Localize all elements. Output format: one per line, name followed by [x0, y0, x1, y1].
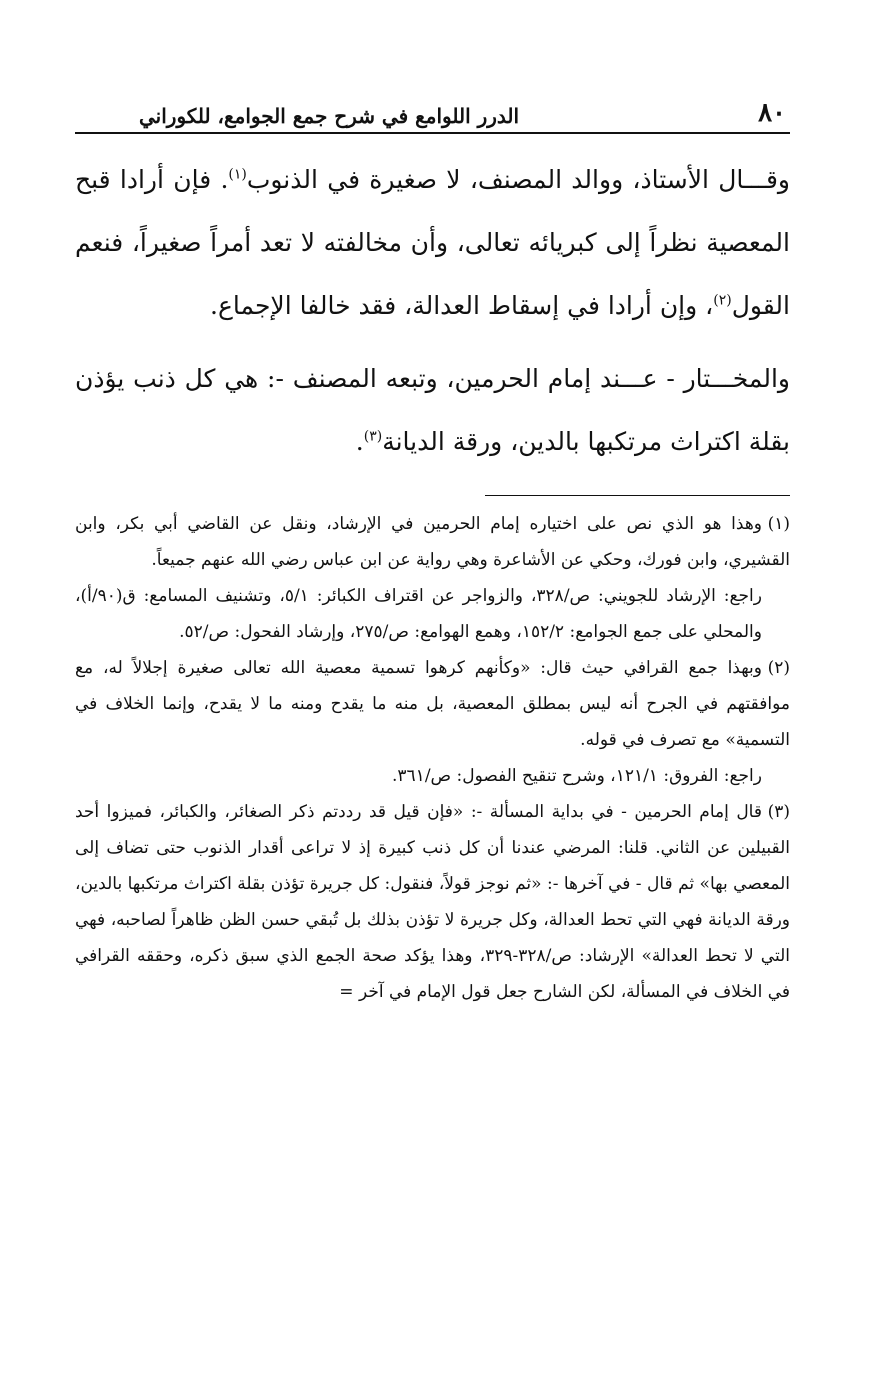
footnote-number: (١) — [767, 514, 790, 534]
footnote-divider — [485, 495, 790, 496]
running-title: الدرر اللوامع في شرح جمع الجوامع، للكوراني — [139, 104, 520, 128]
paragraph-2-text-b: . — [355, 427, 364, 456]
footnote-references: راجع: الإرشاد للجويني: ص/٣٢٨، والزواجر عن اقتراف الكبائر: ٥/١، وتشنيف المسامع: ق(٩٠/أ)، والمحلي على جمع الجوامع: ١٥٢/٢، وهمع الهوامع: ص/٢٧٥، وإرشاد الفحول: ص/٥٢. — [75, 586, 762, 642]
paragraph-2 — [75, 347, 790, 473]
paragraph-1-text-a: وقـــال الأستاذ، ووالد المصنف، لا صغيرة في الذنوب — [246, 165, 790, 194]
footnote-text: وبهذا جمع القرافي حيث قال: «وكأنهم كرهوا تسمية معصية الله تعالى صغيرة إجلالاً له، مع موافقتهم في الجرح أنه ليس بمطلق المعصية، بل منه ما يقدح ومنه ما لا يقدح، وإنما الخلاف في التسمية» مع تصرف في قوله. — [75, 658, 790, 750]
footnote-text: وهذا هو الذي نص على اختياره إمام الحرمين في الإرشاد، ونقل عن القاضي أبي بكر، وابن القشيري، وابن فورك، وحكي عن الأشاعرة وهي رواية عن ابن عباس رضي الله عنهم جميعاً. — [75, 514, 790, 570]
footnote-number: (٢) — [767, 658, 790, 678]
paragraph-2-text-a: والمخـــتار - عـــند إمام الحرمين، وتبعه المصنف -: هي كل ذنب يؤذن بقلة اكتراث مرتكبها بالدين، ورقة الديانة — [75, 364, 790, 456]
footnote-ref-1[interactable]: (١) — [228, 166, 247, 183]
footnote-3 — [75, 794, 790, 1010]
footnote-references: راجع: الفروق: ١٢١/١، وشرح تنقيح الفصول: ص/٣٦١. — [392, 766, 762, 786]
footnote-ref-2[interactable]: (٢) — [713, 292, 732, 309]
page-header — [75, 96, 790, 134]
paragraph-1-text-b: . فإن أرادا قبح المعصية نظراً إلى كبريائه تعالى، وأن مخالفته لا تعد أمراً صغيراً، فنعم القول — [75, 165, 790, 320]
page-number: ٨٠ — [758, 98, 786, 128]
footnote-text: قال إمام الحرمين - في بداية المسألة -: «فإن قيل قد رددتم ذكر الصغائر، والكبائر، فميزوا أحد القبيلين عن الثاني. قلنا: المرضي عندنا أن كل ذنب كبيرة إذ لا تراعى أقدار الذنوب حتى تضاف إلى المعصي بها» ثم قال - في آخرها -: «ثم نوجز قولاً، فنقول: كل جريرة تؤذن بقلة اكتراث مرتكبها بالدين، ورقة الديانة فهي التي تحط العدالة، وكل جريرة لا تؤذن بذلك بل تُبقي حسن الظن ظاهراً لصاحبه، فهي التي لا تحط العدالة» الإرشاد: ص/٣٢٨-٣٢٩، وهذا يؤكد صحة الجمع الذي سبق ذكره، وحققه القرافي في الخلاف في المسألة، لكن الشارح جعل قول الإمام في آخر = — [75, 802, 790, 1002]
main-text — [75, 148, 790, 473]
paragraph-1-text-c: ، وإن أرادا في إسقاط العدالة، فقد خالفا الإجماع. — [210, 291, 714, 320]
footnotes — [75, 506, 790, 1010]
footnote-ref-3[interactable]: (٣) — [363, 428, 383, 445]
footnote-2 — [75, 650, 790, 794]
book-page — [75, 96, 790, 1010]
footnote-1 — [75, 506, 790, 650]
paragraph-1 — [75, 148, 790, 337]
footnote-number: (٣) — [767, 802, 790, 822]
